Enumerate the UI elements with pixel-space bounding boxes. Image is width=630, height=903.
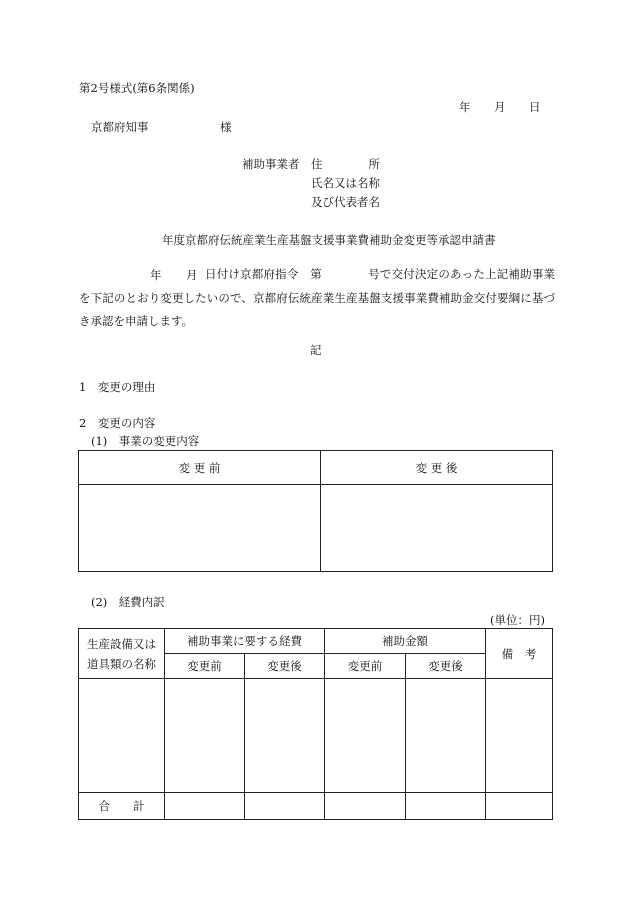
total-cell (165, 793, 245, 820)
header-remarks: 備 考 (486, 629, 553, 679)
applicant-name-label: 氏名又は名称 (311, 176, 380, 190)
ki-heading: 記 (310, 343, 322, 357)
form-number: 第2号様式(第6条関係) (79, 81, 195, 95)
total-label: 合 計 (79, 793, 165, 820)
body-cell (486, 679, 553, 793)
header-before: 変 更 前 (79, 451, 321, 485)
body-cell (245, 679, 325, 793)
header-cost-after: 変更後 (245, 654, 325, 679)
header-item-line2: 道具類の名称 (87, 656, 156, 671)
cell-after (321, 485, 553, 572)
section-reason: 1 変更の理由 (79, 380, 156, 394)
subsection-expenses: (2) 経費内訳 (91, 595, 165, 609)
body-text-a: 日付け京都府指令 (205, 267, 299, 281)
body-cell (325, 679, 406, 793)
header-subsidy-after: 変更後 (406, 654, 486, 679)
date-month-label: 月 (494, 100, 506, 114)
body-text-b: 号で交付決定のあった上記補助事業を下記のとおり変更したいので、京都府伝統産業生産基盤支援事業費補助金交付要綱に基づき承認を申請します。 (79, 267, 556, 328)
total-cell (245, 793, 325, 820)
total-cell (486, 793, 553, 820)
body-paragraph (79, 263, 555, 334)
body-cell (165, 679, 245, 793)
date-year-label: 年 (459, 100, 471, 114)
header-subsidy-amount: 補助金額 (325, 629, 486, 654)
business-change-table (78, 450, 553, 572)
body-number-prefix: 第 (310, 267, 322, 281)
header-after: 変 更 後 (321, 451, 553, 485)
applicant-representative-label: 及び代表者名 (311, 195, 380, 209)
expense-table (78, 628, 553, 820)
total-cell (325, 793, 406, 820)
unit-label: (単位：円) (490, 613, 545, 627)
header-item-name (79, 629, 165, 679)
body-cell (406, 679, 486, 793)
document-title: 年度京都府伝統産業生産基盤支援事業費補助金変更等承認申請書 (162, 233, 496, 247)
subsection-business-change: (1) 事業の変更内容 (91, 434, 200, 448)
header-project-cost: 補助事業に要する経費 (165, 629, 325, 654)
addressee-honorific: 様 (220, 120, 232, 134)
total-cell (406, 793, 486, 820)
header-cost-before: 変更前 (165, 654, 245, 679)
date-day-label: 日 (529, 100, 541, 114)
body-month: 月 (186, 268, 198, 282)
header-subsidy-before: 変更前 (325, 654, 406, 679)
body-cell (79, 679, 165, 793)
header-item-line1: 生産設備又は (87, 636, 156, 651)
section-content: 2 変更の内容 (79, 416, 156, 430)
addressee-name: 京都府知事 (91, 120, 149, 134)
cell-before (79, 485, 321, 572)
applicant-role: 補助事業者 (242, 157, 300, 171)
applicant-address-label: 住 所 (311, 157, 380, 171)
body-year: 年 (150, 268, 162, 282)
